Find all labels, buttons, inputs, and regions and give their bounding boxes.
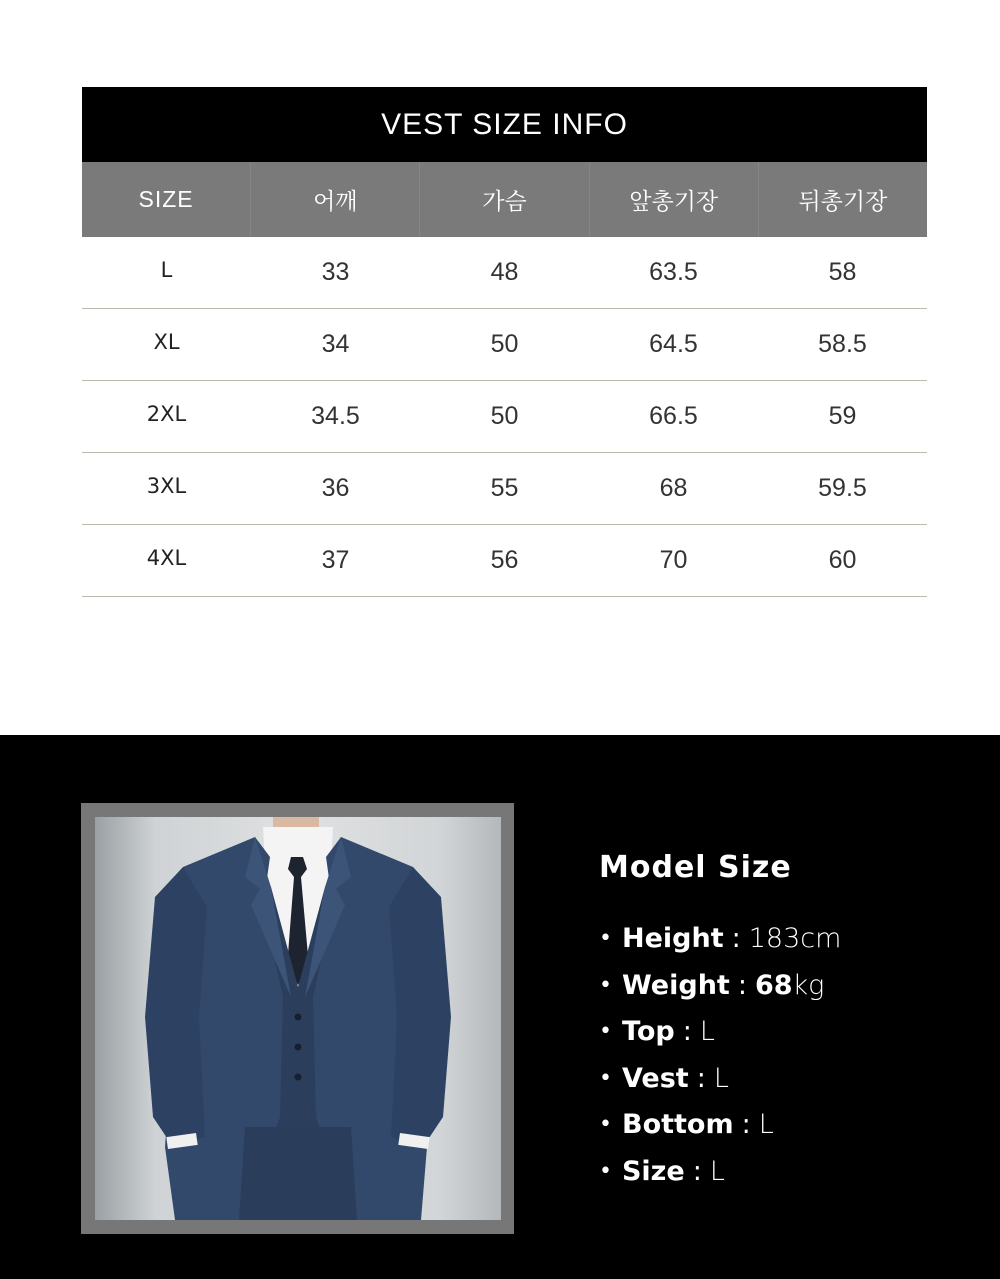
cell-front-length: 66.5 bbox=[649, 402, 698, 430]
spec-height bbox=[599, 916, 841, 963]
table-title: VEST SIZE INFO bbox=[82, 87, 927, 162]
spec-separator: : bbox=[696, 1062, 706, 1094]
spec-label: Vest bbox=[621, 1062, 689, 1094]
spec-value: L bbox=[713, 1062, 729, 1094]
table-row bbox=[82, 309, 927, 381]
spec-label: Weight bbox=[621, 969, 730, 1001]
cell-front-length: 64.5 bbox=[649, 330, 698, 358]
cell-size: 3XL bbox=[146, 473, 187, 498]
spec-separator: : bbox=[737, 969, 747, 1001]
cell-back-length: 58.5 bbox=[818, 330, 867, 358]
cell-front-length: 63.5 bbox=[649, 258, 698, 286]
bullet-icon: • bbox=[599, 1158, 612, 1184]
cell-back-length: 58 bbox=[828, 258, 857, 286]
table-row bbox=[82, 381, 927, 453]
spec-label: Height bbox=[621, 923, 724, 954]
model-info bbox=[599, 850, 841, 1195]
spec-separator: : bbox=[692, 1155, 702, 1187]
spec-value: 183cm bbox=[748, 923, 842, 954]
table-header-row bbox=[82, 162, 927, 237]
header-back-length: 뒤총기장 bbox=[758, 162, 927, 237]
cell-size: L bbox=[160, 257, 173, 282]
cell-shoulder: 34.5 bbox=[311, 402, 360, 430]
cell-front-length: 70 bbox=[659, 546, 688, 574]
spec-separator: : bbox=[741, 1109, 751, 1140]
spec-value-unit: kg bbox=[792, 969, 825, 1001]
bullet-icon: • bbox=[599, 1019, 612, 1044]
cell-size: 2XL bbox=[146, 401, 187, 426]
cell-back-length: 60 bbox=[828, 546, 857, 574]
header-front-length: 앞총기장 bbox=[589, 162, 758, 237]
bullet-icon: • bbox=[599, 972, 612, 998]
spec-label: Top bbox=[621, 1016, 675, 1047]
cell-back-length: 59.5 bbox=[818, 474, 867, 502]
cell-front-length: 68 bbox=[659, 474, 688, 502]
spec-value: L bbox=[709, 1155, 725, 1187]
spec-label: Size bbox=[621, 1155, 685, 1187]
spec-value bbox=[755, 963, 824, 1010]
bullet-icon: • bbox=[599, 926, 612, 951]
cell-size: 4XL bbox=[146, 545, 187, 570]
cell-chest: 56 bbox=[490, 546, 519, 574]
spec-vest bbox=[599, 1056, 841, 1103]
cell-size: XL bbox=[153, 329, 180, 354]
size-table bbox=[82, 87, 927, 597]
spec-separator: : bbox=[731, 923, 741, 954]
model-photo-frame bbox=[81, 803, 514, 1234]
cell-chest: 50 bbox=[490, 330, 519, 358]
model-size-title: Model Size bbox=[599, 850, 792, 885]
model-suit-illustration bbox=[95, 817, 501, 1220]
spec-value: L bbox=[758, 1109, 774, 1140]
cell-back-length: 59 bbox=[828, 402, 857, 430]
spec-bottom bbox=[599, 1102, 841, 1149]
table-row bbox=[82, 453, 927, 525]
table-row bbox=[82, 237, 927, 309]
header-size: SIZE bbox=[138, 186, 194, 212]
header-shoulder: 어깨 bbox=[250, 162, 419, 237]
spec-value-number: 68 bbox=[754, 969, 793, 1001]
bullet-icon: • bbox=[599, 1065, 612, 1091]
spec-weight bbox=[599, 963, 841, 1010]
model-size-section bbox=[0, 735, 1000, 1279]
cell-shoulder: 34 bbox=[321, 330, 350, 358]
spec-separator: : bbox=[682, 1016, 692, 1047]
cell-shoulder: 37 bbox=[321, 546, 350, 574]
model-photo bbox=[95, 817, 501, 1220]
spec-size bbox=[599, 1149, 841, 1196]
spec-label: Bottom bbox=[621, 1109, 734, 1140]
table-row bbox=[82, 525, 927, 597]
spec-value: L bbox=[699, 1016, 715, 1047]
header-chest: 가슴 bbox=[419, 162, 588, 237]
spec-top bbox=[599, 1009, 841, 1056]
cell-chest: 55 bbox=[490, 474, 519, 502]
cell-chest: 50 bbox=[490, 402, 519, 430]
cell-shoulder: 33 bbox=[321, 258, 350, 286]
cell-chest: 48 bbox=[490, 258, 519, 286]
model-spec-list bbox=[599, 916, 841, 1195]
bullet-icon: • bbox=[599, 1112, 612, 1137]
cell-shoulder: 36 bbox=[321, 474, 350, 502]
